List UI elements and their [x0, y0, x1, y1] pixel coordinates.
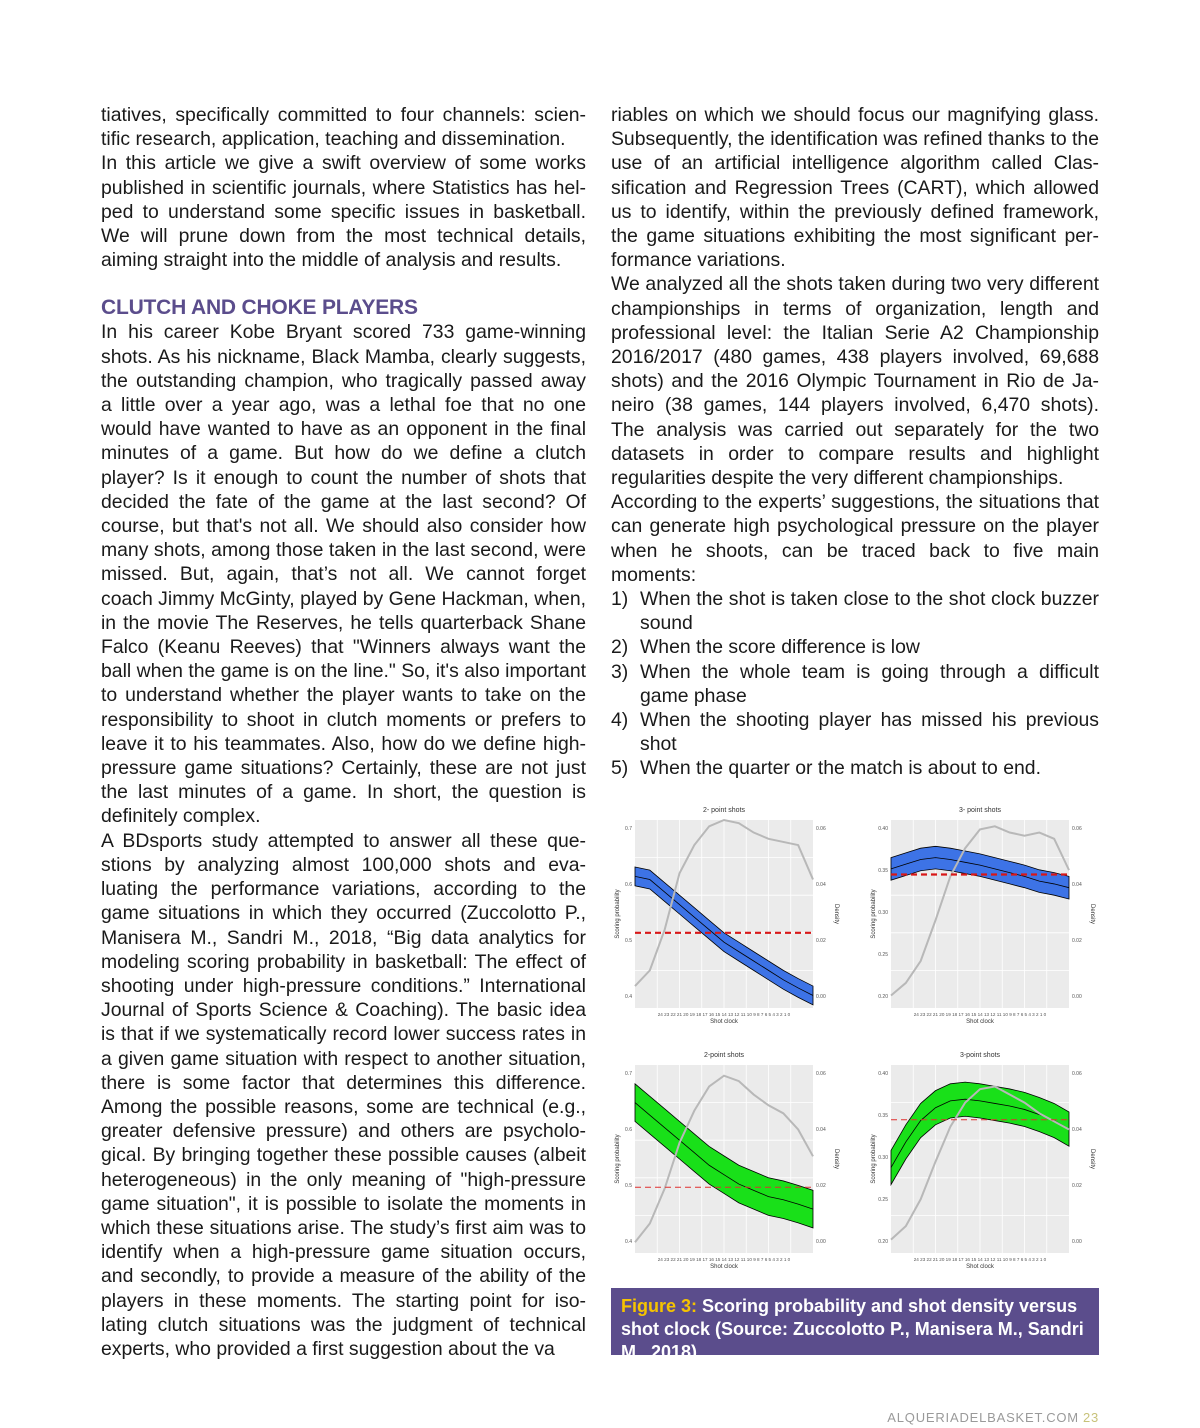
- x-axis-label: Shot clock: [710, 1019, 738, 1025]
- y-tick-label: 0.25: [878, 952, 888, 958]
- site-name: ALQUERIADELBASKET.COM: [887, 1410, 1079, 1425]
- y2-tick-label: 0.04: [1072, 882, 1082, 888]
- list-number: 5): [611, 757, 629, 780]
- y-axis-label: Scoring probability: [871, 1134, 877, 1184]
- y-tick-label: 0.6: [625, 882, 632, 888]
- body-paragraph: riables on which we should focus our magnifying glass. Subsequently, the identification was refined thanks to the use of an artificial intelligence algorithm called Classification and Regression Trees (CART), which allowed us to identify, within the previously defined framework, the game situations exhibiting the most significant performance variations.: [611, 104, 1099, 272]
- body-paragraph: According to the experts’ suggestions, the situations that can generate high psychological pressure on the player when he shoots, can be traced back to five main moments:: [611, 491, 1099, 586]
- y2-axis-label: Density: [833, 903, 839, 925]
- y-tick-label: 0.5: [625, 938, 632, 944]
- x-axis-label: Shot clock: [966, 1019, 994, 1025]
- figure-3-charts: [611, 800, 1099, 1285]
- y-tick-label: 0.20: [878, 1239, 888, 1245]
- x-axis-label: Shot clock: [966, 1264, 994, 1270]
- right-column: [611, 103, 1099, 781]
- y-tick-label: 0.30: [878, 910, 888, 916]
- y2-tick-label: 0.06: [1072, 1071, 1082, 1077]
- y-tick-label: 0.40: [878, 826, 888, 832]
- y-tick-label: 0.7: [625, 826, 632, 832]
- list-text: When the shot is taken close to the shot clock buzzer sound: [640, 588, 1099, 635]
- y-tick-label: 0.4: [625, 994, 632, 1000]
- pressure-moments-list: [611, 587, 1099, 781]
- x-tick-labels: 24 23 22 21 20 19 18 17 16 15 14 13 12 11 10 9 8 7 6 5 4 3 2 1 0: [657, 1012, 791, 1017]
- y2-tick-label: 0.06: [816, 1071, 826, 1077]
- y-tick-label: 0.35: [878, 1113, 888, 1119]
- list-number: 4): [611, 709, 629, 732]
- y2-tick-label: 0.04: [816, 1127, 826, 1133]
- chart-panel: [871, 1052, 1095, 1270]
- y2-tick-label: 0.00: [1072, 994, 1082, 1000]
- body-paragraph: In his career Kobe Bryant scored 733 game-winning shots. As his nickname, Black Mamba, clearly suggests, the outstanding champion, who tragically passed away a little over a year ago, was a lethal foe that no one would have wanted to have as an opponent in the final minutes of a game. But how do we define a clutch player? Is it enough to count the number of shots that decided the fate of the game at the last second? Of course, but that's not all. We should also consider how many shots, among those taken in the last second, were missed. But, again, that’s not all. We cannot forget coach Jimmy McGinty, played by Gene Hackman, when, in the movie The Reserves, he tells quarterback Shane Falco (Keanu Reeves) that "Winners always want the ball when the game is on the line." So, it's also important to understand whether the player wants to take on the responsibility to shoot in clutch moments or prefers to leave it to his teammates. Also, how do we define high-pressure game situations? Certainly, these are not just the last minutes of a game. In short, the question is definitely complex.: [101, 321, 586, 828]
- y2-tick-label: 0.04: [1072, 1127, 1082, 1133]
- y-tick-label: 0.7: [625, 1071, 632, 1077]
- y-tick-label: 0.5: [625, 1183, 632, 1189]
- list-text: When the score difference is low: [640, 636, 920, 659]
- list-item: [611, 756, 1099, 780]
- y2-tick-label: 0.00: [816, 1239, 826, 1245]
- list-number: 1): [611, 588, 629, 611]
- figure-caption-text: Scoring probability and shot density versus shot clock (Source: Zuccolotto P., Manisera M., Sandri M., 2018): [621, 1296, 1084, 1362]
- y2-tick-label: 0.06: [816, 826, 826, 832]
- y-axis-label: Scoring probability: [871, 889, 877, 939]
- chart-title: 2-point shots: [703, 1052, 745, 1059]
- y2-tick-label: 0.02: [816, 1183, 826, 1189]
- y-tick-label: 0.25: [878, 1197, 888, 1203]
- y-tick-label: 0.30: [878, 1155, 888, 1161]
- figure-caption: [611, 1288, 1099, 1362]
- section-heading: CLUTCH AND CHOKE PLAYERS: [101, 296, 418, 320]
- y-tick-label: 0.6: [625, 1127, 632, 1133]
- chart-title: 3- point shots: [958, 807, 1002, 814]
- y2-tick-label: 0.00: [816, 994, 826, 1000]
- list-item: [611, 587, 1099, 635]
- body-paragraph: We analyzed all the shots taken during two very different championships in terms of organization, length and professional level: the Italian Serie A2 Championship 2016/2017 (480 games, 438 players involved, 69,688 shots) and the 2016 Olympic Tournament in Rio de Janeiro (38 games, 144 players involved, 6,470 shots). The analysis was carried out separately for the two datasets in order to compare results and highlight regularities despite the very different championships.: [611, 273, 1099, 490]
- x-tick-labels: 24 23 22 21 20 19 18 17 16 15 14 13 12 11 10 9 8 7 6 5 4 3 2 1 0: [657, 1257, 791, 1262]
- chart-panel: [615, 807, 839, 1025]
- chart-panel: [615, 1052, 839, 1270]
- y2-tick-label: 0.02: [1072, 938, 1082, 944]
- x-tick-labels: 24 23 22 21 20 19 18 17 16 15 14 13 12 11 10 9 8 7 6 5 4 3 2 1 0: [913, 1257, 1047, 1262]
- list-item: [611, 660, 1099, 708]
- y-tick-label: 0.4: [625, 1239, 632, 1245]
- y2-tick-label: 0.06: [1072, 826, 1082, 832]
- page-footer: [887, 1410, 1099, 1425]
- y-axis-label: Scoring probability: [615, 1134, 621, 1184]
- figure-label: Figure 3:: [621, 1296, 698, 1316]
- y2-axis-label: Density: [833, 1148, 839, 1170]
- y2-tick-label: 0.04: [816, 882, 826, 888]
- list-item: [611, 708, 1099, 756]
- y2-axis-label: Density: [1089, 903, 1095, 925]
- list-text: When the quarter or the match is about to end.: [640, 757, 1041, 780]
- list-number: 2): [611, 636, 629, 659]
- intro-paragraph: In this article we give a swift overview of some works published in scientific journals, where Statistics has helped to understand some specific issues in basketball. We will prune down from the most technical details, aiming straight into the middle of analysis and results.: [101, 152, 586, 272]
- intro-paragraph: tiatives, specifically committed to four channels: scientific research, application, teaching and dissemination.: [101, 104, 586, 151]
- chart-title: 3-point shots: [959, 1052, 1001, 1059]
- list-number: 3): [611, 660, 629, 683]
- charts-svg: [611, 800, 1099, 1285]
- y-axis-label: Scoring probability: [615, 889, 621, 939]
- y2-tick-label: 0.00: [1072, 1239, 1082, 1245]
- y-tick-label: 0.40: [878, 1071, 888, 1077]
- y2-tick-label: 0.02: [816, 938, 826, 944]
- y-tick-label: 0.20: [878, 994, 888, 1000]
- chart-title: 2- point shots: [702, 807, 746, 814]
- y-tick-label: 0.35: [878, 868, 888, 874]
- y2-tick-label: 0.02: [1072, 1183, 1082, 1189]
- left-column: [101, 103, 586, 1361]
- list-item: [611, 635, 1099, 659]
- page-number: 23: [1082, 1410, 1099, 1425]
- body-paragraph: A BDsports study attempted to answer all these questions by analyzing almost 100,000 shots and evaluating the performance variations, according to the game situations in which they occurred (Zuccolotto P., Manisera M., Sandri M., 2018, “Big data analytics for modeling scoring probability in basketball: The effect of shooting under high-pressure conditions.” International Journal of Sports Science & Coaching). The basic idea is that if we systematically record lower success rates in a given game situation with respect to another situation, there is some factor that determines this difference. Among the possible reasons, some are technical (e.g., greater defensive pressure) and others are psychological. By bringing together these possible causes (albeit heterogeneous) in the only meaning of "high-pressure game situation", it is possible to isolate the moments in which these situations arise. The study’s first aim was to identify when a high-pressure game situation occurs, and secondly, to provide a measure of the ability of the players in these moments. The starting point for isolating clutch situations was the judgment of technical experts, who provided a first suggestion about the va: [101, 829, 586, 1360]
- x-axis-label: Shot clock: [710, 1264, 738, 1270]
- x-tick-labels: 24 23 22 21 20 19 18 17 16 15 14 13 12 11 10 9 8 7 6 5 4 3 2 1 0: [913, 1012, 1047, 1017]
- y2-axis-label: Density: [1089, 1148, 1095, 1170]
- list-text: When the whole team is going through a difficult game phase: [640, 660, 1099, 707]
- chart-panel: [871, 807, 1095, 1025]
- list-text: When the shooting player has missed his previous shot: [640, 709, 1099, 756]
